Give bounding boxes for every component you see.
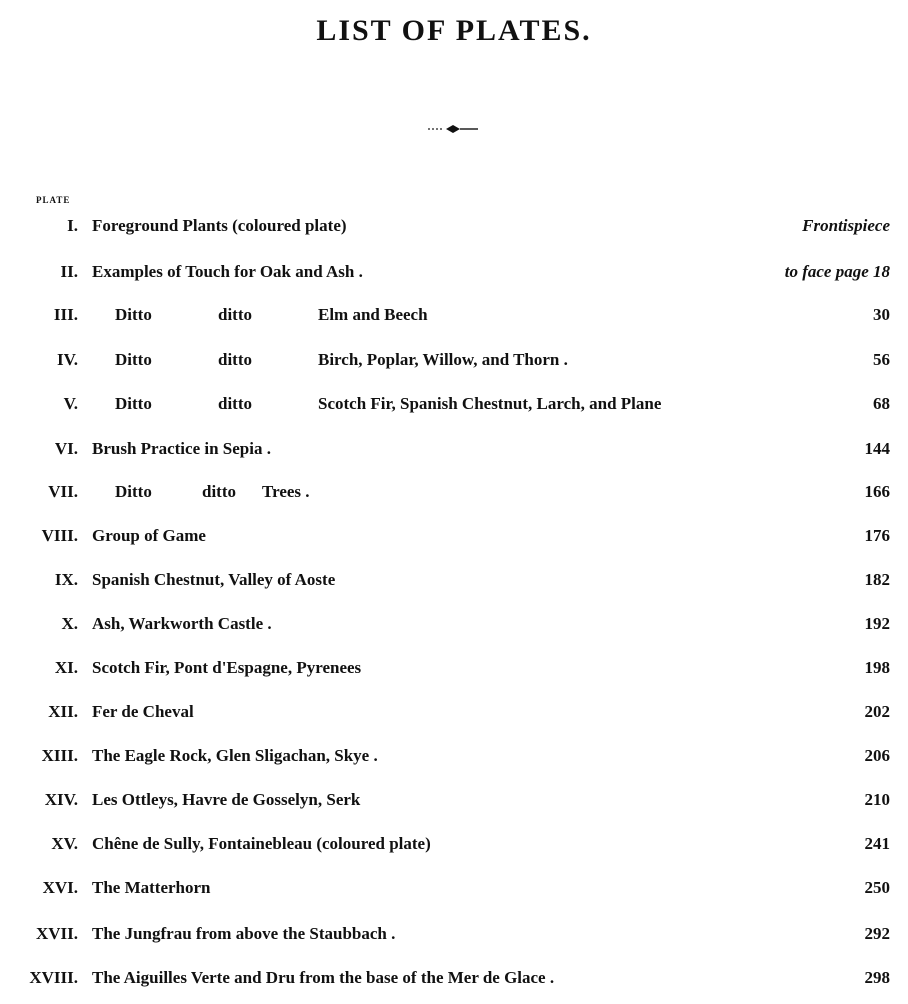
list-item bbox=[0, 526, 908, 554]
plate-number: XII. bbox=[48, 702, 78, 721]
plate-subject: Birch, Poplar, Willow, and Thorn . bbox=[318, 350, 568, 369]
plate-number: VIII. bbox=[41, 526, 78, 545]
ornament-divider-icon bbox=[428, 122, 478, 136]
plate-page: 176 bbox=[864, 526, 890, 545]
plate-page: 210 bbox=[864, 790, 890, 809]
plate-number: II. bbox=[60, 262, 78, 281]
plate-title: Examples of Touch for Oak and Ash . bbox=[92, 262, 363, 281]
plate-page: 202 bbox=[864, 702, 890, 721]
plate-title: Group of Game bbox=[92, 526, 206, 545]
plate-subject: Elm and Beech bbox=[318, 305, 428, 324]
plate-ditto: Ditto bbox=[115, 350, 152, 369]
list-item bbox=[0, 658, 908, 686]
plate-number: VII. bbox=[48, 482, 78, 501]
plate-title: Les Ottleys, Havre de Gosselyn, Serk bbox=[92, 790, 361, 809]
plate-title: The Aiguilles Verte and Dru from the base of the Mer de Glace . bbox=[92, 968, 555, 987]
list-item bbox=[0, 614, 908, 642]
plate-number: V. bbox=[63, 394, 78, 413]
plate-ditto-lower: ditto bbox=[218, 305, 252, 324]
plate-number: IX. bbox=[54, 570, 78, 589]
plate-ditto-lower: ditto bbox=[218, 350, 252, 369]
plate-ditto: Ditto bbox=[115, 394, 152, 413]
plate-number: VI. bbox=[54, 439, 78, 458]
plate-number: XVI. bbox=[42, 878, 78, 897]
plate-subject: Trees . bbox=[262, 482, 310, 501]
plate-column-heading: PLATE bbox=[36, 195, 71, 205]
plate-title: Fer de Cheval bbox=[92, 702, 194, 721]
plate-title: The Matterhorn bbox=[92, 878, 211, 897]
plate-page: to face page 18 bbox=[784, 262, 890, 281]
list-item bbox=[0, 924, 908, 952]
plate-ditto: Ditto bbox=[115, 305, 152, 324]
plate-page: 166 bbox=[864, 482, 890, 501]
plate-title: The Jungfrau from above the Staubbach . bbox=[92, 924, 396, 943]
plate-page: 206 bbox=[864, 746, 890, 765]
plate-page: 292 bbox=[864, 924, 890, 943]
list-item bbox=[0, 834, 908, 862]
plate-subject: Scotch Fir, Spanish Chestnut, Larch, and Plane bbox=[318, 394, 662, 413]
plate-ditto: Ditto bbox=[115, 482, 152, 501]
list-item bbox=[0, 878, 908, 906]
plate-page: 241 bbox=[864, 834, 890, 853]
plate-number: IV. bbox=[57, 350, 78, 369]
plate-page: 192 bbox=[864, 614, 890, 633]
plate-page: 298 bbox=[864, 968, 890, 987]
plate-page: 68 bbox=[873, 394, 890, 413]
plate-title: The Eagle Rock, Glen Sligachan, Skye . bbox=[92, 746, 378, 765]
list-item bbox=[0, 216, 908, 244]
plate-number: XVII. bbox=[35, 924, 78, 943]
list-item bbox=[0, 439, 908, 467]
plate-title: Foreground Plants (coloured plate) bbox=[92, 216, 347, 235]
page-title: LIST OF PLATES. bbox=[316, 14, 592, 47]
plate-page: 144 bbox=[864, 439, 890, 458]
list-item bbox=[0, 968, 908, 996]
list-item bbox=[0, 350, 908, 378]
plate-page: 198 bbox=[864, 658, 890, 677]
list-item bbox=[0, 746, 908, 774]
plate-number: III. bbox=[53, 305, 78, 324]
plate-title: Scotch Fir, Pont d'Espagne, Pyrenees bbox=[92, 658, 362, 677]
plate-page: 56 bbox=[873, 350, 890, 369]
plate-number: XIV. bbox=[44, 790, 78, 809]
plate-number: XIII. bbox=[41, 746, 78, 765]
plate-ditto-lower: ditto bbox=[218, 394, 252, 413]
list-item bbox=[0, 790, 908, 818]
list-item bbox=[0, 702, 908, 730]
plate-number: XI. bbox=[54, 658, 78, 677]
plate-number: I. bbox=[67, 216, 78, 235]
plate-ditto-lower: ditto bbox=[202, 482, 236, 501]
plate-number: XVIII. bbox=[29, 968, 78, 987]
list-item bbox=[0, 482, 908, 510]
plate-title: Ash, Warkworth Castle . bbox=[92, 614, 272, 633]
plate-title: Chêne de Sully, Fontainebleau (coloured plate) bbox=[92, 834, 431, 853]
plate-number: X. bbox=[61, 614, 78, 633]
list-item bbox=[0, 570, 908, 598]
plate-page: 30 bbox=[873, 305, 890, 324]
plate-title: Spanish Chestnut, Valley of Aoste bbox=[92, 570, 336, 589]
plate-page: 182 bbox=[864, 570, 890, 589]
list-item bbox=[0, 394, 908, 422]
plate-page: Frontispiece bbox=[802, 216, 890, 235]
list-item bbox=[0, 262, 908, 290]
plate-title: Brush Practice in Sepia . bbox=[92, 439, 271, 458]
list-item bbox=[0, 305, 908, 333]
plate-page: 250 bbox=[864, 878, 890, 897]
plate-number: XV. bbox=[51, 834, 78, 853]
